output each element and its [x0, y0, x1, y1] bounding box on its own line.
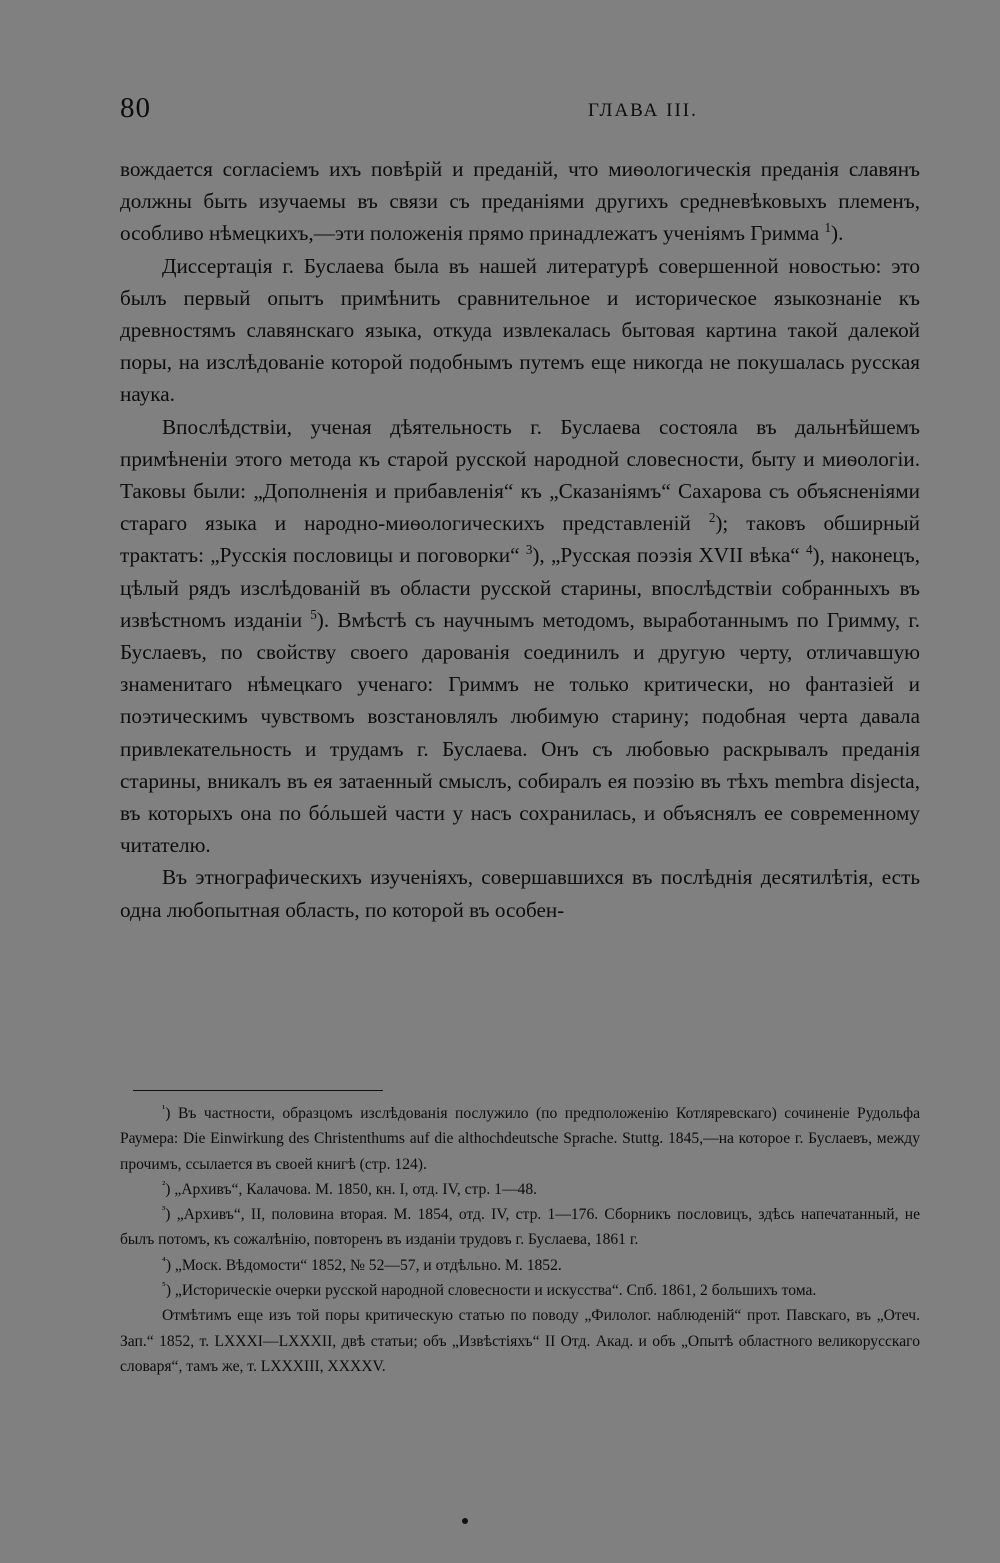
footnote-ref-4: 4: [805, 542, 813, 558]
footnote-3: [120, 1202, 920, 1253]
running-title: ГЛАВА III.: [588, 100, 698, 121]
paragraph-1-text-end: ).: [831, 221, 844, 246]
paragraph-1-text: вождается согласіемъ ихъ повѣрій и преданій, что миѳологическія преданія славянъ должны быть изучаемы въ связи съ преданіями другихъ средневѣковыхъ племенъ, особливо нѣмецкихъ,—эти положенія прямо принадлежатъ ученіямъ Гримма: [120, 157, 920, 246]
main-text: [120, 153, 920, 926]
footnote-4-text: ) „Моск. Вѣдомости“ 1852, № 52—57, и отдѣльно. М. 1852.: [165, 1256, 562, 1274]
footnote-2: [120, 1177, 920, 1202]
paragraph-4: Въ этнографическихъ изученіяхъ, совершавшихся въ послѣднія десятилѣтія, есть одна любопытная область, по которой въ особен-: [120, 865, 920, 922]
footnote-ref-1: 1: [824, 220, 832, 236]
footnote-divider: [133, 1090, 383, 1091]
ink-dot: [462, 1518, 468, 1524]
footnote-5-text: ) „Историческіе очерки русской народной словесности и искусства“. Спб. 1861, 2 большихъ тома.: [165, 1282, 817, 1300]
footnote-3-mark: ³: [162, 1204, 166, 1216]
paragraph-2: Диссертація г. Буслаева была въ нашей литературѣ совершенной новостью: это былъ первый опытъ примѣнить сравнительное и историческое языкознаніе къ древностямъ славянскаго языка, откуда извлекалась бытовая картина такой далекой поры, на изслѣдованіе которой подобнымъ путемъ еще никогда не покушалась русская наука.: [120, 253, 920, 407]
footnote-ref-2: 2: [708, 510, 716, 526]
footnote-4-mark: ⁴: [162, 1254, 166, 1267]
page-header: [120, 92, 920, 132]
footnote-note: Отмѣтимъ еще изъ той поры критическую статью по поводу „Филолог. наблюденій“ прот. Павскаго, въ „Отеч. Зап.“ 1852, т. LXXXI—LXXXII, двѣ статьи; объ „Извѣстіяхъ“ II Отд. Акад. и объ „Опытѣ областного великорусскаго словаря“, тамъ же, т. LXXXIII, XXXXV.: [120, 1307, 920, 1375]
footnote-ref-3: 3: [525, 542, 533, 558]
footnote-1-mark: ¹: [162, 1102, 166, 1115]
paragraph-3-text-c: ), „Русская поэзія XVII вѣка“: [532, 543, 806, 568]
paragraph-1: [120, 153, 920, 250]
footnote-2-mark: ²: [162, 1178, 166, 1191]
footnote-1-text: ) Въ частности, образцомъ изслѣдованія послужило (по предположенію Котляревскаго) сочиненіе Рудольфа Раумера: Die Einwirkung des Christenthums auf die althochdeutsche Sprache. Stuttg. 1845,—на которое г. Буслаевъ, между прочимъ, ссылается въ своей книгѣ (стр. 124).: [120, 1105, 920, 1173]
paragraph-3-text-b: ); таковъ обширный трактатъ: „Русскія пословицы и поговорки“: [120, 511, 920, 568]
paragraph-3-text-a: Впослѣдствіи, ученая дѣятельность г. Буслаева состояла въ дальнѣйшемъ примѣненіи этого метода къ старой русской народной словесности, быту и миѳологіи. Таковы были: „Дополненія и прибавленія“ къ „Сказаніямъ“ Сахарова съ объясненіями стараго языка и народно-миѳологическихъ представленій: [120, 414, 920, 536]
page-number: 80: [120, 92, 151, 124]
footnote-3-text: ) „Архивъ“, II, половина вторая. М. 1854, отд. IV, стр. 1—176. Сборникъ пословицъ, здѣсь напечатанный, не былъ потомъ, къ сожалѣнію, повторенъ въ изданіи трудовъ г. Буслаева, 1861 г.: [120, 1206, 920, 1249]
footnote-2-text: ) „Архивъ“, Калачова. М. 1850, кн. I, отд. IV, стр. 1—48.: [165, 1180, 538, 1198]
footnotes: [120, 1101, 920, 1379]
paragraph-3-text-e: ). Вмѣстѣ съ научнымъ методомъ, выработаннымъ по Гримму, г. Буслаевъ, по свойству своего дарованія соединилъ и другую черту, отличавшую знаменитаго нѣмецкаго ученаго: Гриммъ не только критически, но фантазіей и поэтическимъ чувствомъ возстановлялъ любимую старину; подобная черта давала привлекательность и трудамъ г. Буслаева. Онъ съ любовью раскрывалъ преданія старины, вникалъ въ ея затаенный смыслъ, собиралъ ея поэзію въ тѣхъ membra disjecta, въ которыхъ она по бóльшей части у насъ сохранилась, и объяснялъ ее современному читателю.: [120, 607, 920, 858]
footnote-1: [120, 1101, 920, 1177]
paragraph-3: [120, 411, 920, 862]
footnote-4: [120, 1253, 920, 1278]
footnote-5-mark: ⁵: [162, 1279, 166, 1292]
footnote-5: [120, 1278, 920, 1303]
paragraph-3-text-d: ), наконецъ, цѣлый рядъ изслѣдованій въ области русской старины, впослѣдствіи собранныхъ въ извѣстномъ изданіи: [120, 543, 921, 632]
footnote-ref-5: 5: [310, 606, 317, 622]
